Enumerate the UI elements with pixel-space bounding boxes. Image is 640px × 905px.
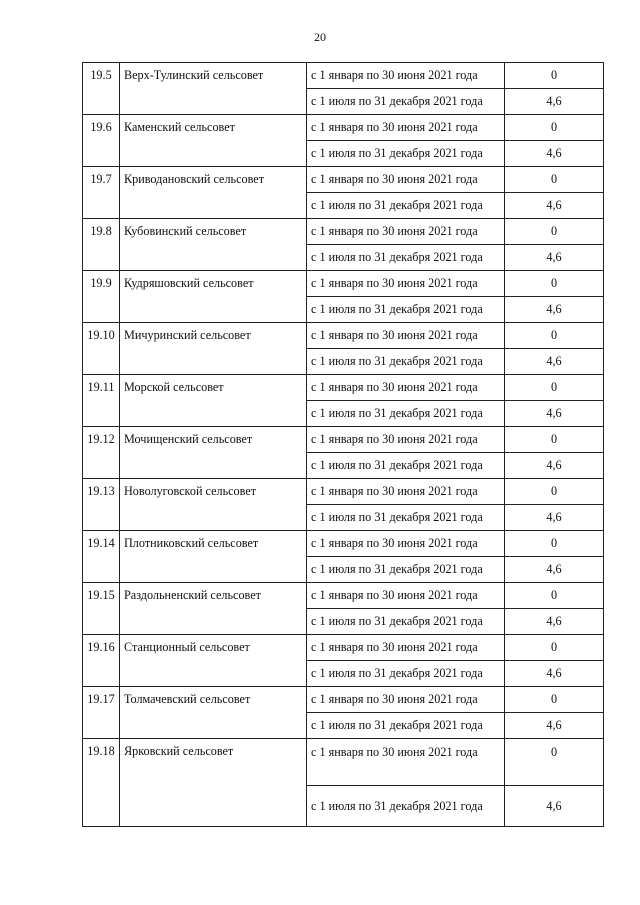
row-number: 19.11 bbox=[83, 375, 120, 427]
table-row bbox=[83, 635, 604, 661]
period-cell: с 1 января по 30 июня 2021 года bbox=[307, 63, 505, 89]
table-row bbox=[83, 115, 604, 141]
tax-rate-table bbox=[82, 62, 604, 827]
table-row bbox=[83, 479, 604, 505]
rate-cell: 0 bbox=[505, 219, 604, 245]
table-row bbox=[83, 271, 604, 297]
municipality-name: Раздольненский сельсовет bbox=[120, 583, 307, 635]
rate-cell: 4,6 bbox=[505, 713, 604, 739]
page-number: 20 bbox=[314, 30, 326, 44]
period-cell: с 1 января по 30 июня 2021 года bbox=[307, 635, 505, 661]
table-row bbox=[83, 219, 604, 245]
period-cell: с 1 июля по 31 декабря 2021 года bbox=[307, 141, 505, 167]
rate-cell: 0 bbox=[505, 63, 604, 89]
rate-cell: 4,6 bbox=[505, 609, 604, 635]
municipality-name: Кубовинский сельсовет bbox=[120, 219, 307, 271]
row-number: 19.18 bbox=[83, 739, 120, 827]
municipality-name: Верх-Тулинский сельсовет bbox=[120, 63, 307, 115]
rate-cell: 0 bbox=[505, 479, 604, 505]
period-cell: с 1 января по 30 июня 2021 года bbox=[307, 115, 505, 141]
table-row bbox=[83, 63, 604, 89]
row-number: 19.16 bbox=[83, 635, 120, 687]
rate-cell: 0 bbox=[505, 739, 604, 786]
municipality-name: Кудряшовский сельсовет bbox=[120, 271, 307, 323]
rate-cell: 0 bbox=[505, 271, 604, 297]
period-cell: с 1 июля по 31 декабря 2021 года bbox=[307, 609, 505, 635]
rate-cell: 0 bbox=[505, 375, 604, 401]
municipality-name: Плотниковский сельсовет bbox=[120, 531, 307, 583]
municipality-name: Толмачевский сельсовет bbox=[120, 687, 307, 739]
table-row bbox=[83, 167, 604, 193]
municipality-name: Мочищенский сельсовет bbox=[120, 427, 307, 479]
rate-cell: 4,6 bbox=[505, 89, 604, 115]
row-number: 19.5 bbox=[83, 63, 120, 115]
row-number: 19.17 bbox=[83, 687, 120, 739]
period-cell: с 1 июля по 31 декабря 2021 года bbox=[307, 505, 505, 531]
rate-cell: 4,6 bbox=[505, 297, 604, 323]
row-number: 19.7 bbox=[83, 167, 120, 219]
rate-cell: 0 bbox=[505, 323, 604, 349]
rate-cell: 0 bbox=[505, 635, 604, 661]
table-row bbox=[83, 739, 604, 786]
row-number: 19.15 bbox=[83, 583, 120, 635]
row-number: 19.12 bbox=[83, 427, 120, 479]
period-cell: с 1 июля по 31 декабря 2021 года bbox=[307, 557, 505, 583]
period-cell: с 1 июля по 31 декабря 2021 года bbox=[307, 713, 505, 739]
period-cell: с 1 января по 30 июня 2021 года bbox=[307, 427, 505, 453]
row-number: 19.9 bbox=[83, 271, 120, 323]
table-row bbox=[83, 531, 604, 557]
table-body bbox=[83, 63, 604, 827]
table-row bbox=[83, 583, 604, 609]
rate-cell: 4,6 bbox=[505, 193, 604, 219]
rate-cell: 4,6 bbox=[505, 505, 604, 531]
rate-cell: 4,6 bbox=[505, 141, 604, 167]
municipality-name: Каменский сельсовет bbox=[120, 115, 307, 167]
row-number: 19.6 bbox=[83, 115, 120, 167]
row-number: 19.8 bbox=[83, 219, 120, 271]
period-cell: с 1 июля по 31 декабря 2021 года bbox=[307, 453, 505, 479]
municipality-name: Криводановский сельсовет bbox=[120, 167, 307, 219]
municipality-name: Мичуринский сельсовет bbox=[120, 323, 307, 375]
rate-cell: 0 bbox=[505, 167, 604, 193]
rate-cell: 4,6 bbox=[505, 453, 604, 479]
table-row bbox=[83, 427, 604, 453]
table-row bbox=[83, 687, 604, 713]
period-cell: с 1 июля по 31 декабря 2021 года bbox=[307, 349, 505, 375]
row-number: 19.13 bbox=[83, 479, 120, 531]
period-cell: с 1 июля по 31 декабря 2021 года bbox=[307, 193, 505, 219]
rate-cell: 4,6 bbox=[505, 245, 604, 271]
period-cell: с 1 июля по 31 декабря 2021 года bbox=[307, 786, 505, 827]
period-cell: с 1 января по 30 июня 2021 года bbox=[307, 687, 505, 713]
period-cell: с 1 января по 30 июня 2021 года bbox=[307, 375, 505, 401]
period-cell: с 1 января по 30 июня 2021 года bbox=[307, 271, 505, 297]
period-cell: с 1 января по 30 июня 2021 года bbox=[307, 583, 505, 609]
rate-cell: 0 bbox=[505, 583, 604, 609]
period-cell: с 1 января по 30 июня 2021 года bbox=[307, 219, 505, 245]
row-number: 19.10 bbox=[83, 323, 120, 375]
rate-cell: 4,6 bbox=[505, 557, 604, 583]
rate-cell: 0 bbox=[505, 115, 604, 141]
period-cell: с 1 июля по 31 декабря 2021 года bbox=[307, 661, 505, 687]
period-cell: с 1 июля по 31 декабря 2021 года bbox=[307, 401, 505, 427]
rate-cell: 4,6 bbox=[505, 401, 604, 427]
rate-cell: 0 bbox=[505, 531, 604, 557]
municipality-name: Новолуговской сельсовет bbox=[120, 479, 307, 531]
table-row bbox=[83, 375, 604, 401]
municipality-name: Ярковский сельсовет bbox=[120, 739, 307, 827]
rate-cell: 4,6 bbox=[505, 661, 604, 687]
period-cell: с 1 января по 30 июня 2021 года bbox=[307, 739, 505, 786]
period-cell: с 1 января по 30 июня 2021 года bbox=[307, 531, 505, 557]
table-row bbox=[83, 323, 604, 349]
period-cell: с 1 июля по 31 декабря 2021 года bbox=[307, 89, 505, 115]
rate-cell: 4,6 bbox=[505, 349, 604, 375]
period-cell: с 1 января по 30 июня 2021 года bbox=[307, 323, 505, 349]
rate-cell: 0 bbox=[505, 427, 604, 453]
row-number: 19.14 bbox=[83, 531, 120, 583]
rate-cell: 4,6 bbox=[505, 786, 604, 827]
period-cell: с 1 июля по 31 декабря 2021 года bbox=[307, 297, 505, 323]
period-cell: с 1 июля по 31 декабря 2021 года bbox=[307, 245, 505, 271]
municipality-name: Морской сельсовет bbox=[120, 375, 307, 427]
rate-cell: 0 bbox=[505, 687, 604, 713]
municipality-name: Станционный сельсовет bbox=[120, 635, 307, 687]
period-cell: с 1 января по 30 июня 2021 года bbox=[307, 167, 505, 193]
period-cell: с 1 января по 30 июня 2021 года bbox=[307, 479, 505, 505]
